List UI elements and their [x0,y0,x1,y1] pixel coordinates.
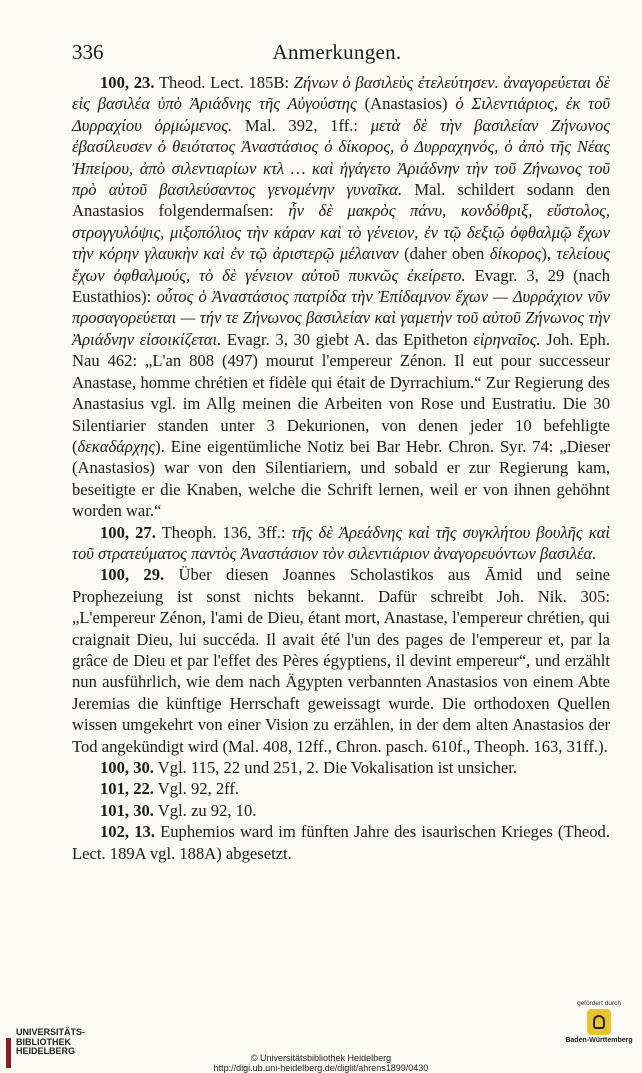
annotation-paragraph [72,564,610,757]
commentary-text: Mal. 392, 1ff.: [232,115,371,135]
commentary-text: Theoph. 136, 3ff.: [155,522,292,542]
annotation-paragraph [72,757,610,778]
annotation-text [72,72,610,864]
source-url[interactable]: http://digi.ub.uni-heidelberg.de/diglit/ahrens1899/0430 [213,1063,429,1073]
greek-quotation: ὁ Σιλεντιάριος, ἐκ τοῦ Δυρραχίου ὁρμώμενος. [72,94,610,135]
sponsor [564,1000,634,1044]
annotation-paragraph [72,72,610,522]
commentary-text: Vgl. 92, 2ff. [153,779,240,799]
commentary-text: ), [541,244,557,264]
greek-quotation: Ζήνων ὁ βασιλεὺς ἐτελεύτησεν. ἀναγορεύεται δὲ εἰς βασιλέα ὑπὸ Ἀριάδνης τῆς Αὐγούστης [72,73,610,114]
line-reference: 100, 29. [100,565,165,585]
copyright-text: © Universitätsbibliothek Heidelberg [250,1053,392,1063]
running-title: Anmerkungen. [272,40,402,64]
greek-quotation: τῆς δὲ Ἀρεάδνης καὶ τῆς συγκλήτου βουλῆς καὶ τοῦ στρατεύματος παντὸς Ἀναστάσιον τὸν σιλεντιάριον ἀναγορευόντων βασιλέα. [72,522,610,563]
page-footer [0,1000,642,1071]
commentary-text: Evagr. 3, 29 (nach Eustathios): [72,265,610,307]
library-name: UNIVERSITÄTS- BIBLIOTHEK HEIDELBERG [16,1027,86,1056]
sponsor-name: Baden-Württemberg [565,1037,633,1044]
greek-quotation: εἰρηναῖος. [473,329,541,349]
commentary-text: (daher oben [398,244,490,264]
line-reference: 100, 30. [100,758,154,777]
page-number: 336 [72,40,104,64]
greek-quotation: ἦν δὲ μακρὸς πάνυ, κονδόθριξ, εὔστολος, στρογγυλόψις, μιξοπόλιος τὴν κάραν καὶ τὸ γένειον, ἐν τῷ δεξιῷ ὀφθαλμῷ ἔχων τὴν κόρην γλαυκὴν καὶ ἐν τῷ ἀριστερῷ μέλαιναν [72,201,610,264]
line-reference: 101, 22. [100,779,154,799]
sponsor-label: gefördert durch [576,1000,622,1007]
commentary-text: (Anastasios) [356,94,456,114]
commentary-text: ). Eine eigentümliche Notiz bei Bar Hebr. Chron. Syr. 74: „Dieser (Anastasios) war von den Silentiariern, und sobald er zur Regierung kam, beseitigte er die Knaben, welche die Schrift lernen, weil er von ihnen gehöhnt worden war.“ [72,436,610,521]
commentary-text: Vgl. zu 92, 10. [153,800,257,820]
commentary-text: Über diesen Joannes Scholastikos aus Āmid und seine Prophezeiung ist sonst nichts bekannt. Dafür schreibt Joh. Nik. 305: „L'empereur Zénon, l'ami de Dieu, étant mort, Anastase, l'empereur chrétien, qui craignait Dieu, lui succéda. Il avait été l'un des pages de l'empereur et, par la grâce de Dieu et par l'effet des Pères égyptiens, il devint empereur“, und erzählt nun ausführlich, wie dem nach Ägypten verbannten Anastasios von einem Abte Jeremias die künftige Herrschaft geweissagt wurde. Die orthodoxen Quellen wissen umgekehrt von einer Vision zu erzählen, in der dem alten Anastasios der Tod angekündigt wird (Mal. 408, 12ff., Chron. pasch. 610f., Theoph. 163, 31ff.). [72,565,610,756]
line-reference: 101, 30. [100,800,154,820]
greek-quotation: μετὰ δὲ τὴν βασιλείαν Ζήνωνος ἐβασίλευσεν ὁ θειότατος Ἀναστάσιος ὁ δίκορος, ὁ Δυρραχηνός, ὁ ἀπὸ τῆς Νέας Ἠπείρου, ἀπὸ σιλεντιαρίων κτλ … καὶ ἠγάγετο Ἀριάδνην τὴν τοῦ Ζήνωνος τοῦ πρὸ αὐτοῦ βασιλεύσαντος γενομένην γυναῖκα. [72,115,610,200]
line-reference: 100, 27. [100,522,156,542]
annotation-paragraph [72,522,610,565]
greek-quotation: δίκορος [489,244,542,264]
greek-quotation: οὗτος ὁ Ἀναστάσιος πατρίδα τὴν Ἐπίδαμνον ἔχων — Δυρράχιον νῦν προσαγορεύεται — τήν τε Ζήνωνος βασιλείαν καὶ γαμετὴν τοῦ αὐτοῦ Ζήνωνος τὴν Ἀριάδνην εἰσοικίζεται. [72,287,610,349]
commentary-text: Theod. Lect. 185B: [154,73,294,92]
annotation-paragraph [72,821,610,864]
copyright-notice [0,1053,642,1073]
greek-quotation: τελείους ἔχων ὀφθαλμούς, τὸ δὲ γένειον αὐτοῦ πυκνῶς ἐκείρετο. [72,244,610,285]
commentary-text: Vgl. 115, 22 und 251, 2. Die Vokalisation ist unsicher. [153,758,517,777]
line-reference: 102, 13. [100,822,155,842]
coat-of-arms-icon [587,1009,611,1035]
commentary-text: Euphemios ward im fünften Jahre des isaurischen Krieges (Theod. Lect. 189A vgl. 188A) abgesetzt. [72,822,610,863]
commentary-text: Mal. schildert sodann den Anastasios folgendermaſsen: [72,180,610,221]
annotation-paragraph [72,800,610,821]
commentary-text: Joh. Eph. Nau 462: „L'an 808 (497) mourut l'empereur Zénon. Il eut pour successeur Anastase, homme chrétien et fidèle qui était de Dyrrachium.“ Zur Regierung des Anastasius vgl. im Allg meinen die Arbeiten von Rose und Eustratiu. Die 30 Silentiarier standen unter 3 Dekurionen, von denen jeder 10 befehligte ( [72,329,610,456]
annotation-paragraph [72,778,610,799]
commentary-text: Evagr. 3, 30 giebt A. das Epitheton [221,329,474,349]
greek-quotation: δεκαδάρχης [77,436,156,456]
page-header [72,40,602,66]
line-reference: 100, 23. [100,73,155,92]
